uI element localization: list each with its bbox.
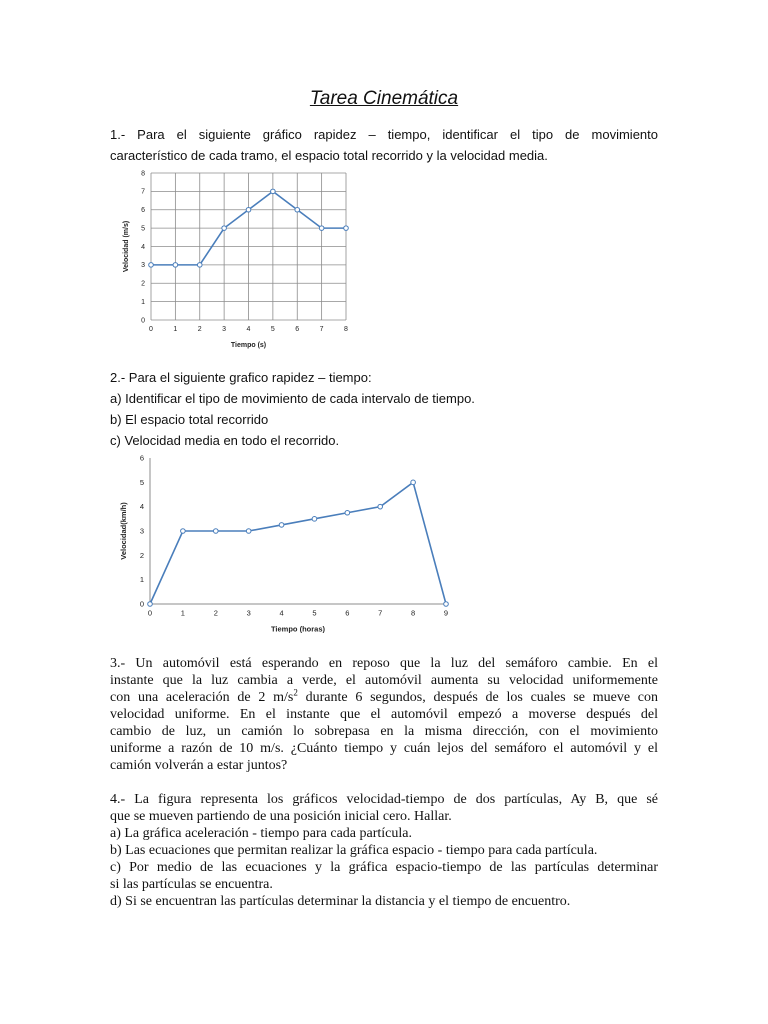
x-tick-label: 1	[180, 608, 185, 618]
y-tick-label: 4	[139, 502, 144, 512]
x-tick-label: 5	[270, 326, 275, 333]
data-point	[279, 523, 284, 528]
question-1	[110, 124, 658, 166]
question-4-line-2: que se mueven partiendo de una posición inicial cero. Hallar.	[110, 809, 452, 824]
x-tick-label: 7	[319, 326, 324, 333]
x-tick-label: 7	[378, 608, 383, 618]
x-tick-label: 2	[213, 608, 218, 618]
x-tick-label: 1	[173, 326, 178, 333]
data-point	[345, 510, 350, 515]
question-3-line-1: 3.- Un automóvil está esperando en reposo que la luz del semáforo cambie. En el	[110, 656, 658, 671]
x-tick-label: 4	[246, 326, 251, 333]
data-point	[148, 602, 153, 607]
question-4-item-a: a) La gráfica aceleración - tiempo para cada partícula.	[110, 826, 412, 841]
x-tick-label: 0	[147, 608, 153, 618]
series-line	[150, 482, 446, 604]
chart-1-speed-time	[112, 164, 362, 354]
x-tick-label: 0	[149, 326, 153, 333]
data-point	[378, 504, 383, 509]
data-point	[319, 226, 324, 231]
question-3-line-6: uniforme a razón de 10 m/s. ¿Cuánto tiempo y cuán lejos del semáforo el automóvil y el	[110, 741, 658, 756]
squared-superscript: 2	[293, 687, 298, 698]
question-1-line-2: característico de cada tramo, el espacio total recorrido y la velocidad media.	[110, 148, 548, 163]
y-tick-label: 3	[139, 526, 144, 536]
x-tick-label: 4	[279, 608, 284, 618]
question-2-item-b: b) El espacio total recorrido	[110, 412, 269, 427]
y-tick-label: 1	[139, 575, 144, 585]
x-tick-label: 3	[222, 326, 227, 333]
question-2-item-a: a) Identificar el tipo de movimiento de cada intervalo de tiempo.	[110, 391, 475, 406]
question-3-line-2: instante que la luz cambia a verde, el automóvil aumenta su velocidad uniformemente	[110, 673, 658, 688]
question-3	[110, 655, 658, 774]
question-1-line-1: 1.- Para el siguiente gráfico rapidez – tiempo, identificar el tipo de movimiento	[110, 127, 658, 142]
y-tick-label: 3	[141, 262, 145, 270]
question-3-line-5: cambio de luz, un camión lo sobrepasa en la misma dirección, con el movimiento	[110, 724, 658, 739]
x-axis-title: Tiempo (horas)	[270, 624, 326, 634]
question-2-item-c: c) Velocidad media en todo el recorrido.	[110, 433, 340, 448]
x-tick-label: 3	[246, 608, 251, 618]
question-3-line-3	[110, 689, 658, 706]
question-4-item-b: b) Las ecuaciones que permitan realizar la gráfica espacio - tiempo para cada partícula.	[110, 843, 598, 858]
question-3-line-4: velocidad uniforme. En el instante que el automóvil empezó a moverse después del	[110, 707, 658, 722]
x-tick-label: 2	[197, 326, 202, 333]
question-3-line-7: camión volverán a estar juntos?	[110, 758, 288, 773]
question-4-item-c-line-2: si las partículas se encuentra.	[110, 877, 273, 892]
data-point	[271, 189, 276, 194]
x-tick-label: 9	[443, 608, 449, 618]
y-tick-label: 0	[139, 599, 144, 609]
data-point	[444, 602, 449, 607]
x-tick-label: 5	[312, 608, 317, 618]
data-point	[197, 263, 202, 268]
question-2-intro: 2.- Para el siguiente grafico rapidez – tiempo:	[110, 370, 372, 385]
x-axis-title: Tiempo (s)	[230, 342, 267, 349]
data-point	[246, 207, 251, 212]
y-tick-label: 5	[139, 477, 144, 487]
chart-2-speed-time	[112, 450, 462, 645]
y-tick-label: 0	[141, 317, 145, 325]
question-4-item-c-line-1: c) Por medio de las ecuaciones y la gráfica espacio-tiempo de las partículas determinar	[110, 860, 658, 875]
question-3-line-3-start: con una aceleración de 2 m/s	[110, 690, 294, 705]
question-2	[110, 367, 658, 451]
data-point	[181, 529, 186, 534]
data-point	[222, 226, 227, 231]
question-4	[110, 791, 658, 910]
question-4-item-d: d) Si se encuentran las partículas determinar la distancia y el tiempo de encuentro.	[110, 894, 571, 909]
data-point	[295, 207, 300, 212]
y-axis-title: Velocidad (m/s)	[123, 220, 130, 273]
y-tick-label: 8	[141, 170, 145, 178]
y-axis-title: Velocidad(km/h)	[119, 502, 128, 560]
y-tick-label: 4	[141, 243, 145, 251]
question-4-line-1: 4.- La figura representa los gráficos velocidad-tiempo de dos partículas, Ay B, que sé	[110, 792, 658, 807]
question-3-line-3-end: durante 6 segundos, después de los cuales se mueve con	[297, 690, 659, 705]
y-tick-label: 1	[141, 298, 145, 306]
data-point	[213, 529, 218, 534]
y-tick-label: 2	[141, 280, 145, 288]
data-point	[411, 480, 416, 485]
x-tick-label: 6	[345, 608, 350, 618]
x-tick-label: 6	[295, 326, 300, 333]
y-tick-label: 7	[141, 188, 145, 196]
x-tick-label: 8	[344, 326, 348, 333]
page-title: Tarea Cinemática	[309, 88, 459, 109]
data-point	[149, 263, 154, 268]
x-tick-label: 8	[411, 608, 416, 618]
data-point	[246, 529, 251, 534]
data-point	[173, 263, 178, 268]
data-point	[312, 517, 317, 522]
y-tick-label: 5	[141, 225, 145, 233]
y-tick-label: 2	[139, 550, 144, 560]
y-tick-label: 6	[139, 453, 144, 463]
y-tick-label: 6	[141, 207, 145, 215]
data-point	[344, 226, 349, 231]
